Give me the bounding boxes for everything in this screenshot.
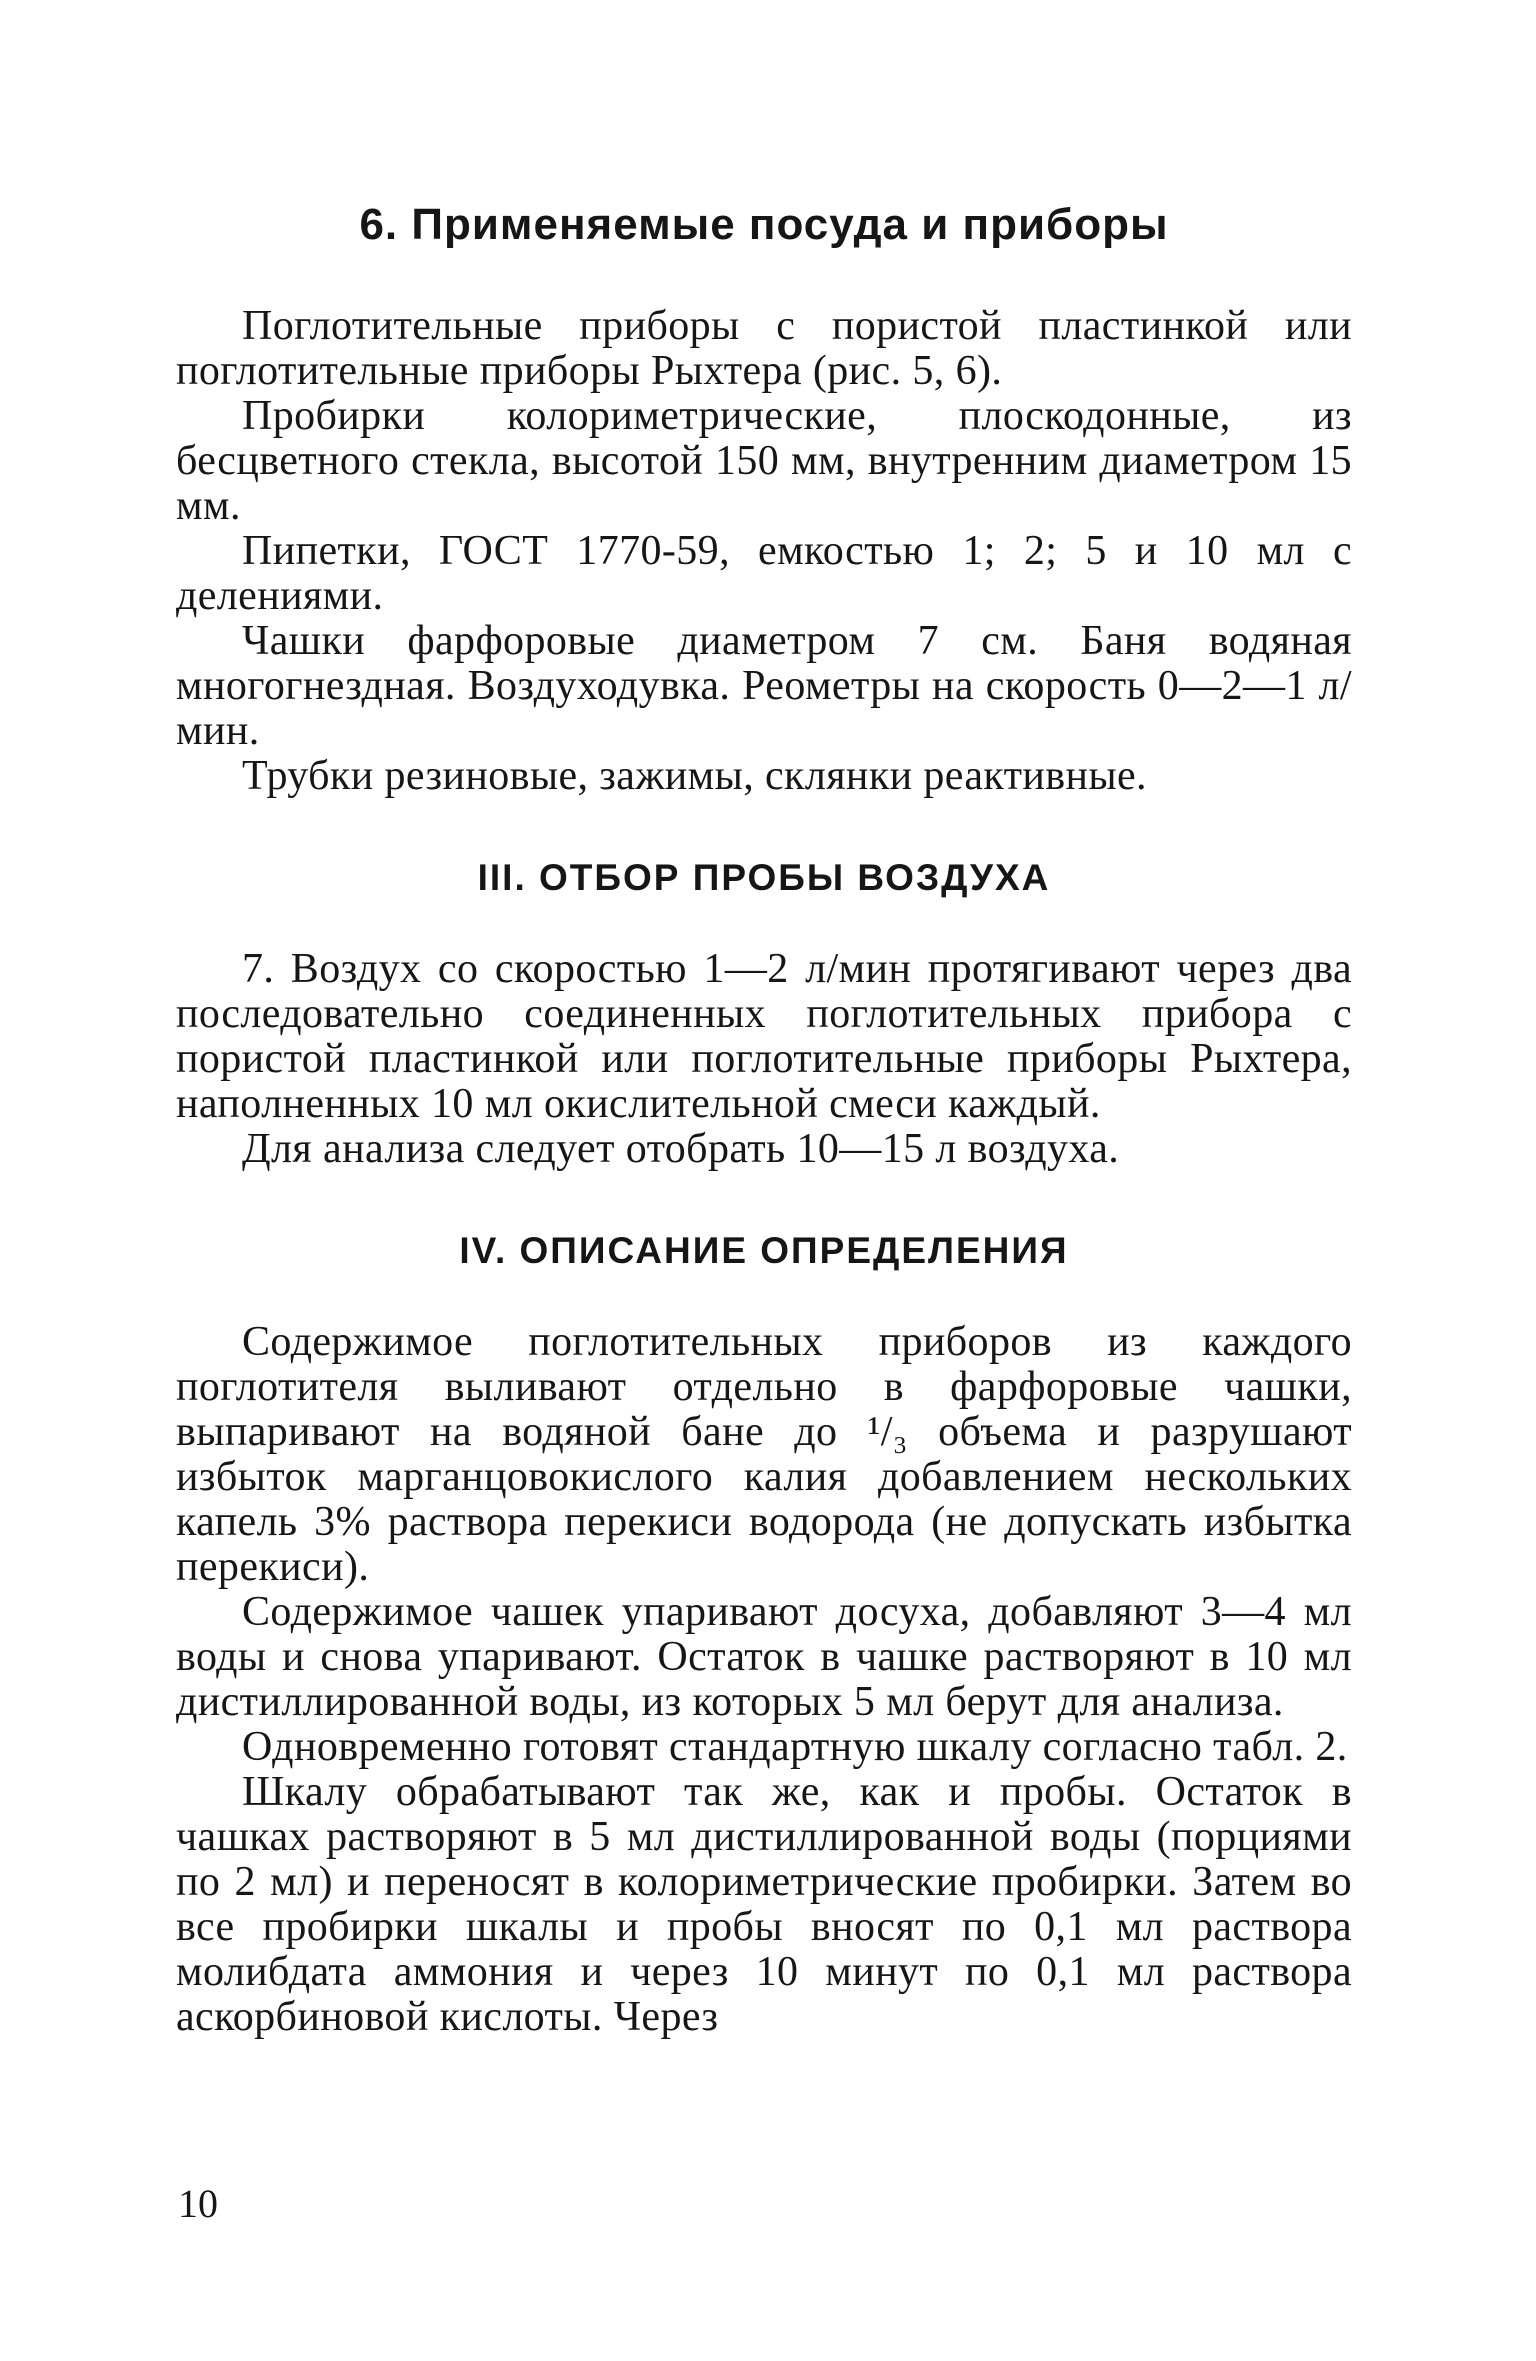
paragraph: Чашки фарфоровые диаметром 7 см. Баня водяная многогнездная. Воздуходувка. Реометры на скорость 0—2—1 л/мин. bbox=[176, 618, 1352, 754]
paragraph: Шкалу обрабатывают так же, как и пробы. Остаток в чашках растворяют в 5 мл дистиллированной воды (порциями по 2 мл) и переносят в колориметрические пробирки. Затем во все пробирки шкалы и пробы вносят по 0,1 мл раствора молибдата аммония и через 10 минут по 0,1 мл раствора аскорбиновой кислоты. Через bbox=[176, 1769, 1352, 2040]
paragraph: Пипетки, ГОСТ 1770-59, емкостью 1; 2; 5 и 10 мл с делениями. bbox=[176, 528, 1352, 619]
paragraph: Содержимое чашек упаривают досуха, добавляют 3—4 мл воды и снова упаривают. Остаток в чашке растворяют в 10 мл дистиллированной воды, из которых 5 мл берут для анализа. bbox=[176, 1589, 1352, 1725]
section-title-iii: III. ОТБОР ПРОБЫ ВОЗДУХА bbox=[477, 857, 1051, 898]
paragraph: Содержимое поглотительных приборов из каждого поглотителя выливают отдельно в фарфоровые чашки, выпаривают на водяной бане до ¹/₃ объема и разрушают избыток марганцовокислого калия добавлением нескольких капель 3% раствора перекиси водорода (не допускать избытка перекиси). bbox=[176, 1319, 1352, 1590]
paragraph: 7. Воздух со скоростью 1—2 л/мин протягивают через два последовательно соединенных поглотительных прибора с пористой пластинкой или поглотительные приборы Рыхтера, наполненных 10 мл окислительной смеси каждый. bbox=[176, 946, 1352, 1127]
paragraph: Поглотительные приборы с пористой пластинкой или поглотительные приборы Рыхтера (рис. 5, 6). bbox=[176, 303, 1352, 394]
paragraph: Пробирки колориметрические, плоскодонные, из бесцветного стекла, высотой 150 мм, внутренним диаметром 15 мм. bbox=[176, 393, 1352, 529]
paragraph: Трубки резиновые, зажимы, склянки реактивные. bbox=[242, 753, 1147, 799]
paragraph: Для анализа следует отобрать 10—15 л воздуха. bbox=[242, 1126, 1120, 1172]
page-number: 10 bbox=[178, 2181, 218, 2226]
section-title-6: 6. Применяемые посуда и приборы bbox=[359, 200, 1169, 249]
paragraph: Одновременно готовят стандартную шкалу согласно табл. 2. bbox=[242, 1724, 1348, 1770]
page-content bbox=[176, 200, 1352, 2040]
section-title-iv: IV. ОПИСАНИЕ ОПРЕДЕЛЕНИЯ bbox=[459, 1230, 1069, 1271]
